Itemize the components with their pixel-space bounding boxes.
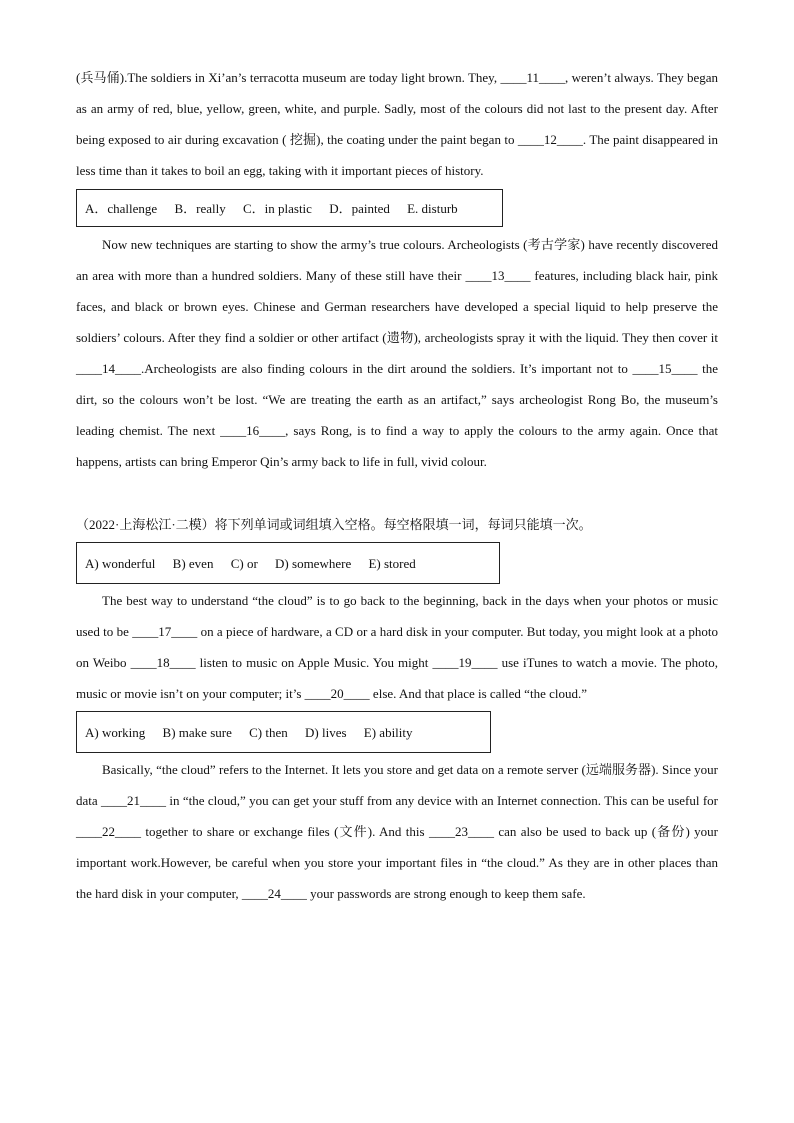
- option-b: B) make sure: [162, 725, 232, 740]
- option-d: D．painted: [329, 201, 390, 216]
- option-a: A) working: [85, 725, 146, 740]
- option-b: B) even: [172, 556, 214, 571]
- document-page: [76, 62, 718, 909]
- passage2-option-box-2: [76, 711, 491, 753]
- option-d: D) lives: [305, 725, 347, 740]
- option-c: C) or: [230, 556, 258, 571]
- option-a: A) wonderful: [85, 556, 156, 571]
- option-a: A．challenge: [85, 201, 158, 216]
- option-c: C) then: [249, 725, 288, 740]
- option-d: D) somewhere: [275, 556, 352, 571]
- passage1-paragraph2: Now new techniques are starting to show the army’s true colours. Archeologists (考古学家) have recently discovered an area with more than a hundred soldiers. Many of these still have their ____13____ features, including black hair, pink faces, and black or brown eyes. Chinese and German researchers have developed a special liquid to help preserve the soldiers’ colours. After they find a soldier or other artifact (遗物), archeologists spray it with the liquid. They then cover it ____14____.Archeologists are also finding colours in the dirt around the soldiers. It’s important not to ____15____ the dirt, so the colours won’t be lost. “We are treating the earth as an artifact,” says archeologist Rong Bo, the museum’s leading chemist. The next ____16____, says Rong, is to find a way to apply the colours to the army again. Once that happens, artists can bring Emperor Qin’s army back to life in full, vivid colour.: [76, 237, 718, 469]
- passage2-option-box-1: [76, 542, 500, 584]
- option-b: B．really: [174, 201, 226, 216]
- passage2-paragraph2: Basically, “the cloud” refers to the Internet. It lets you store and get data on a remote server (远端服务器). Since your data ____21____ in “the cloud,” you can get your stuff from any device with an Internet connection. This can be useful for ____22____ together to share or exchange files (文件). And this ____23____ can also be used to back up (备份) your important work.However, be careful when you store your important files in “the cloud.” As they are in other places than the hard disk in your computer, ____24____ your passwords are strong enough to keep them safe.: [76, 762, 718, 901]
- passage1-paragraph1: (兵马俑).The soldiers in Xi’an’s terracotta museum are today light brown. They, ____11____, weren’t always. They began as an army of red, blue, yellow, green, white, and purple. Sadly, most of the colours did not last to the present day. After being exposed to air during excavation ( 挖掘), the coating under the paint began to ____12____. The paint disappeared in less time than it takes to boil an egg, taking with it important pieces of history.: [76, 70, 718, 178]
- option-e: E) stored: [368, 556, 416, 571]
- option-e: E. disturb: [407, 201, 458, 216]
- section-heading: （2022·上海松江·二模）将下列单词或词组填入空格。每空格限填一词，每词只能填一次。: [76, 517, 592, 532]
- passage1-option-box: [76, 189, 503, 227]
- option-c: C．in plastic: [242, 201, 312, 216]
- option-e: E) ability: [363, 725, 413, 740]
- passage2-paragraph1: The best way to understand “the cloud” is to go back to the beginning, back in the days when your photos or music used to be ____17____ on a piece of hardware, a CD or a hard disk in your computer. But today, you might look at a photo on Weibo ____18____ listen to music on Apple Music. You might ____19____ use iTunes to watch a movie. The photo, music or movie isn’t on your computer; it’s ____20____ else. And that place is called “the cloud.”: [76, 593, 718, 701]
